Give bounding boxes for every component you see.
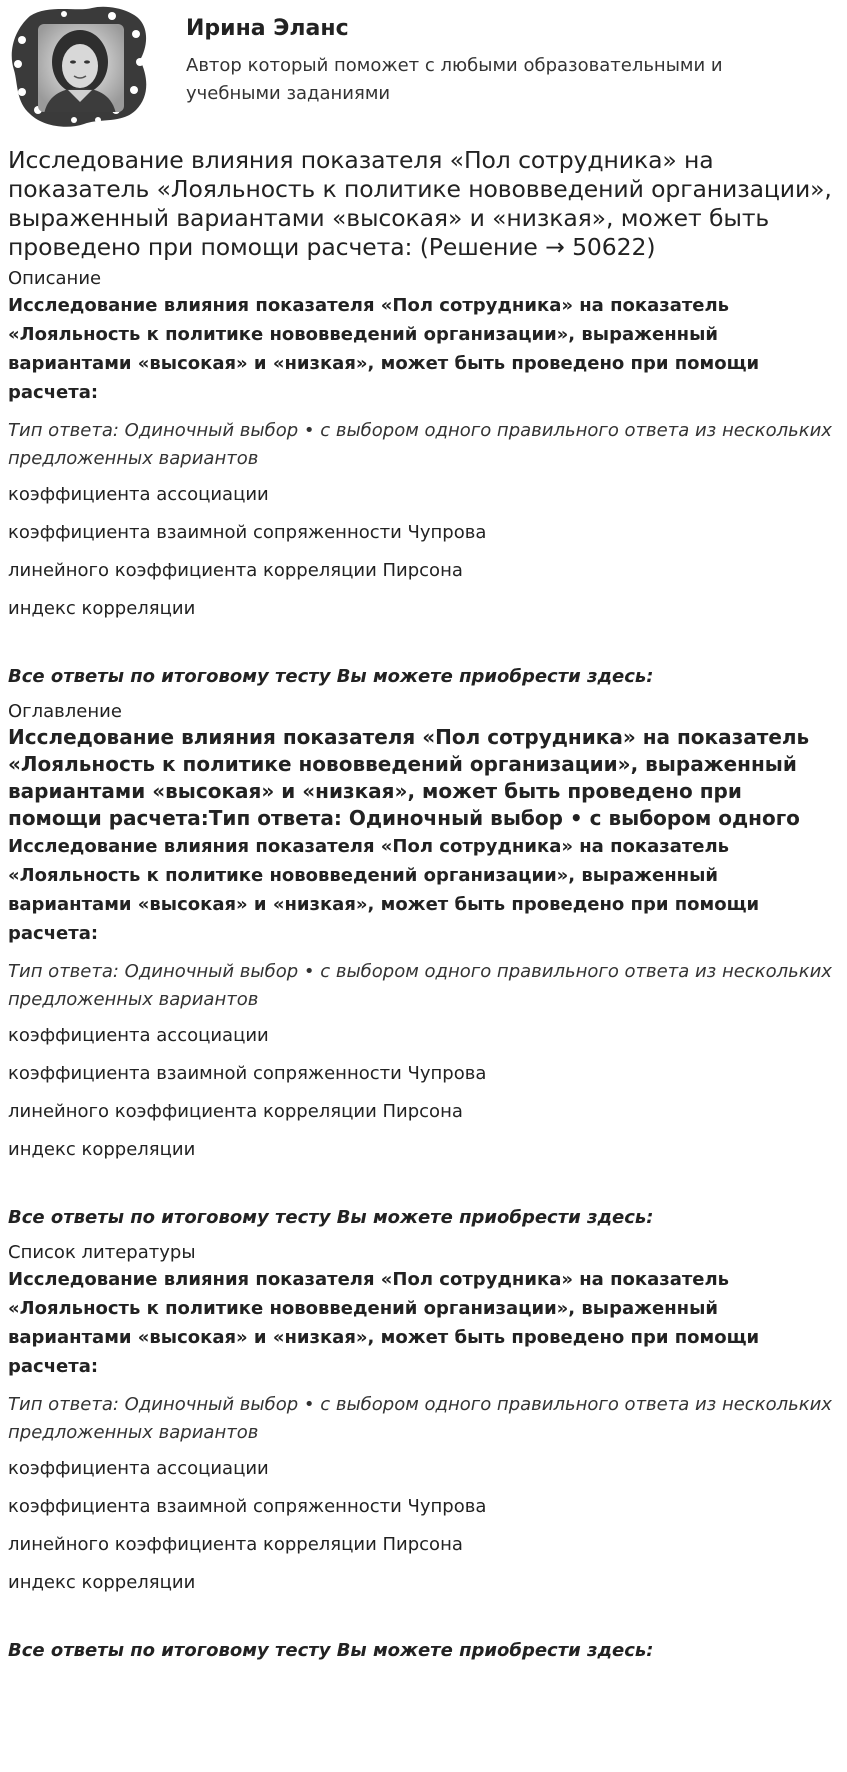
answer-type: Тип ответа: Одиночный выбор • с выбором одного правильного ответа из нескольких предложенных вариантов (8, 1394, 832, 1443)
buy-answers-link[interactable]: Все ответы по итоговому тесту Вы можете приобрести здесь: (8, 1207, 654, 1228)
author-avatar[interactable] (8, 6, 152, 130)
answer-option: индекс корреляции (8, 598, 196, 619)
author-card (8, 6, 838, 130)
answer-option: индекс корреляции (8, 1139, 196, 1160)
avatar-photo-icon (8, 6, 152, 130)
answer-option: линейного коэффициента корреляции Пирсона (8, 560, 463, 581)
answer-option: коэффициента взаимной сопряженности Чупрова (8, 522, 487, 543)
section-heading: Исследование влияния показателя «Пол сотрудника» на показатель «Лояльность к политике нововведений организации», выраженный вариантами «высокая» и «низкая», может быть проведено при помощи расчета:Тип ответа: Одиночный выбор • с выбором одного (8, 725, 810, 830)
answer-option: индекс корреляции (8, 1572, 196, 1593)
author-description: Автор который поможет с любыми образовательными и учебными заданиями (186, 55, 723, 104)
answer-option: коэффициента ассоциации (8, 1025, 269, 1046)
question-text: Исследование влияния показателя «Пол сотрудника» на показатель «Лояльность к политике нововведений организации», выраженный вариантами «высокая» и «низкая», может быть проведено при помощи расчета: (8, 836, 760, 944)
page-title: Исследование влияния показателя «Пол сотрудника» на показатель «Лояльность к политике нововведений организации», выраженный вариантами «высокая» и «низкая», может быть проведено при помощи расчета: (Решение → 50622) (8, 146, 832, 261)
question-text: Исследование влияния показателя «Пол сотрудника» на показатель «Лояльность к политике нововведений организации», выраженный вариантами «высокая» и «низкая», может быть проведено при помощи расчета: (8, 1269, 760, 1377)
section-label: Оглавление (8, 701, 122, 722)
answer-option: коэффициента ассоциации (8, 1458, 269, 1479)
answer-option: линейного коэффициента корреляции Пирсона (8, 1101, 463, 1122)
buy-answers-link[interactable]: Все ответы по итоговому тесту Вы можете приобрести здесь: (8, 1640, 654, 1661)
answer-option: коэффициента ассоциации (8, 484, 269, 505)
section-bibliography (8, 1240, 842, 1665)
section-label: Список литературы (8, 1242, 196, 1263)
answer-option: коэффициента взаимной сопряженности Чупрова (8, 1496, 487, 1517)
buy-answers-link[interactable]: Все ответы по итоговому тесту Вы можете приобрести здесь: (8, 666, 654, 687)
answer-type: Тип ответа: Одиночный выбор • с выбором одного правильного ответа из нескольких предложенных вариантов (8, 420, 832, 469)
section-contents (8, 699, 842, 1232)
author-name[interactable]: Ирина Эланс (186, 16, 349, 41)
section-description (8, 266, 842, 691)
section-label: Описание (8, 268, 102, 289)
question-text: Исследование влияния показателя «Пол сотрудника» на показатель «Лояльность к политике нововведений организации», выраженный вариантами «высокая» и «низкая», может быть проведено при помощи расчета: (8, 295, 760, 403)
article-content (8, 146, 842, 1673)
answer-option: линейного коэффициента корреляции Пирсона (8, 1534, 463, 1555)
answer-option: коэффициента взаимной сопряженности Чупрова (8, 1063, 487, 1084)
answer-type: Тип ответа: Одиночный выбор • с выбором одного правильного ответа из нескольких предложенных вариантов (8, 961, 832, 1010)
